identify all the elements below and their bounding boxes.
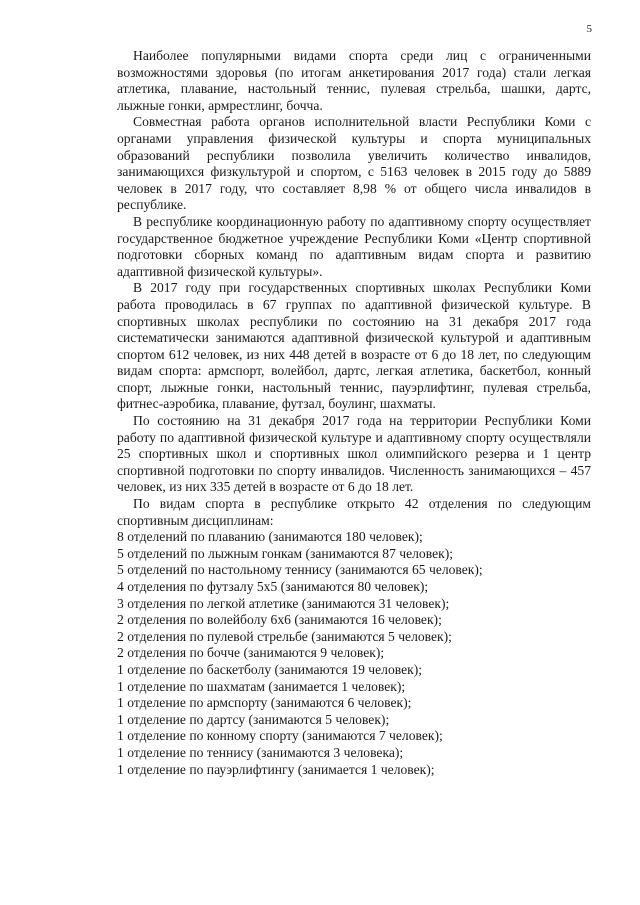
paragraph-territory-schools: По состоянию на 31 декабря 2017 года на территории Республики Коми работу по адаптивной физической культуре и адаптивному спорту осуществляли 25 спортивных школ и спортивных школ олимпийского резерва и 1 центр спортивной подготовки по спорту инвалидов. Численность занимающихся – 457 человек, из них 335 детей в возрасте от 6 до 18 лет. bbox=[117, 413, 591, 495]
list-item: 1 отделение по пауэрлифтингу (занимается 1 человек); bbox=[117, 761, 435, 777]
list-item: 2 отделения по волейболу 6х6 (занимаются 16 человек); bbox=[117, 612, 442, 628]
page-number: 5 bbox=[586, 23, 592, 35]
list-item: 2 отделения по бочче (занимаются 9 человек); bbox=[117, 645, 385, 661]
paragraph-departments-intro: По видам спорта в республике открыто 42 отделения по следующим спортивным дисциплинам: bbox=[117, 496, 591, 528]
list-item: 1 отделение по дартсу (занимаются 5 человек); bbox=[117, 711, 390, 727]
document-body bbox=[117, 48, 591, 778]
list-item: 2 отделения по пулевой стрельбе (занимаются 5 человек); bbox=[117, 628, 452, 644]
list-item: 5 отделений по настольному теннису (занимаются 65 человек); bbox=[117, 562, 483, 578]
paragraph-state-schools: В 2017 году при государственных спортивных школах Республики Коми работа проводилась в 67 группах по адаптивной физической культуре. В спортивных школах республики по состоянию на 31 декабря 2017 года систематически занимаются адаптивной физической культурой и адаптивным спортом 612 человек, из них 448 детей в возрасте от 6 до 18 лет, по следующим видам спорта: армспорт, волейбол, дартс, легкая атлетика, баскетбол, конный спорт, лыжные гонки, настольный теннис, пауэрлифтинг, пулевая стрельба, фитнес-аэробика, плавание, футзал, боулинг, шахматы. bbox=[117, 280, 591, 412]
list-item: 1 отделение по шахматам (занимается 1 человек); bbox=[117, 678, 406, 694]
list-item: 1 отделение по теннису (занимаются 3 человека); bbox=[117, 744, 404, 760]
paragraph-joint-work: Совместная работа органов исполнительной власти Республики Коми с органами управления физической культуры и спорта муниципальных образований республики позволила увеличить количество инвалидов, занимающихся физкультурой и спортом, с 5163 человек в 2015 году до 5889 человек в 2017 году, что составляет 8,98 % от общего числа инвалидов в республике. bbox=[117, 114, 591, 213]
list-item: 1 отделение по конному спорту (занимаются 7 человек); bbox=[117, 728, 443, 744]
list-item: 1 отделение по армспорту (занимаются 6 человек); bbox=[117, 695, 412, 711]
paragraph-coordination: В республике координационную работу по адаптивному спорту осуществляет государственное бюджетное учреждение Республики Коми «Центр спортивной подготовки сборных команд по адаптивным видам спорта и развитию адаптивной физической культуры». bbox=[117, 213, 591, 279]
departments-list bbox=[117, 529, 591, 778]
list-item: 5 отделений по лыжным гонкам (занимаются 87 человек); bbox=[117, 545, 454, 561]
list-item: 8 отделений по плаванию (занимаются 180 человек); bbox=[117, 529, 423, 545]
list-item: 4 отделения по футзалу 5х5 (занимаются 80 человек); bbox=[117, 579, 429, 594]
list-item: 3 отделения по легкой атлетике (занимаются 31 человек); bbox=[117, 595, 450, 611]
paragraph-popular-sports: Наиболее популярными видами спорта среди лиц с ограниченными возможностями здоровья (по итогам анкетирования 2017 года) стали легкая атлетика, плавание, настольный теннис, пулевая стрельба, шашки, дартс, лыжные гонки, армрестлинг, бочча. bbox=[117, 48, 591, 113]
list-item: 1 отделение по баскетболу (занимаются 19 человек); bbox=[117, 661, 423, 677]
